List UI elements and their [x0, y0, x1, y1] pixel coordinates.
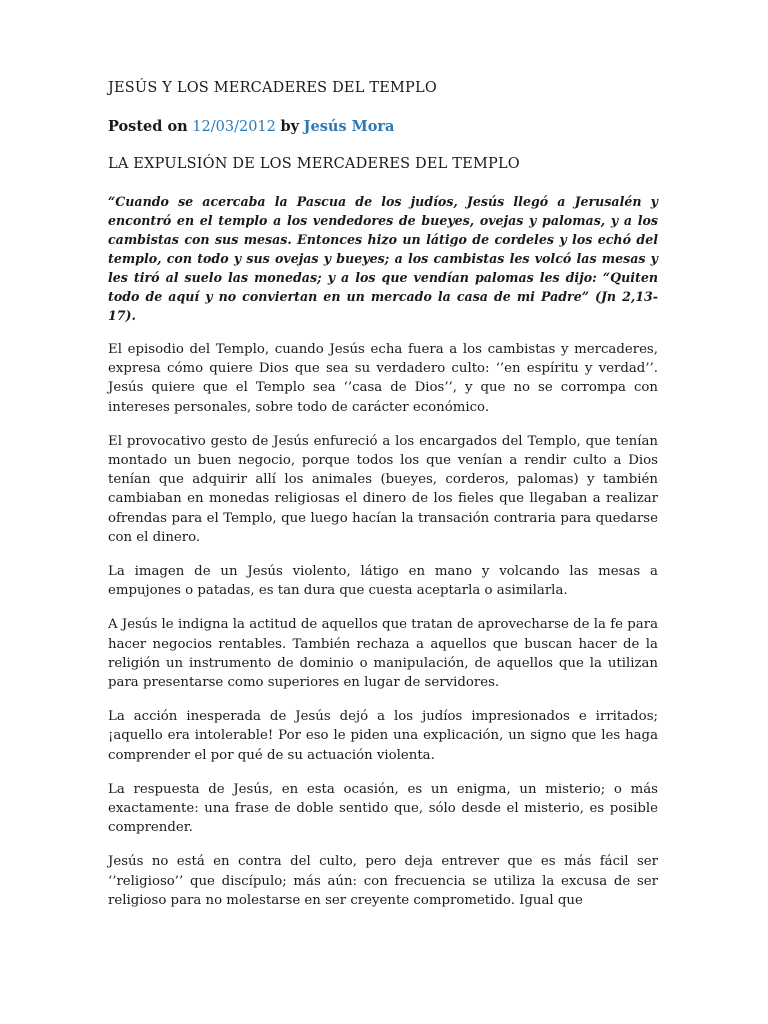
- document-title: JESÚS Y LOS MERCADERES DEL TEMPLO: [108, 80, 437, 96]
- body-paragraph: La acción inesperada de Jesús dejó a los judíos impresionados e irritados; ¡aquello era intolerable! Por eso le piden una explicación, un signo que les haga comprender el por qué de su actuación violenta.: [108, 709, 658, 763]
- body-paragraph: La imagen de un Jesús violento, látigo en mano y volcando las mesas a empujones o patadas, es tan dura que cuesta aceptarla o asimilarla.: [108, 564, 658, 599]
- author-link[interactable]: Jesús Mora: [303, 118, 395, 135]
- body-paragraph: El provocativo gesto de Jesús enfureció a los encargados del Templo, que tenían montado un buen negocio, porque todos los que venían a rendir culto a Dios tenían que adquirir allí los animales (bueyes, corderos, palomas) y también cambiaban en monedas religiosas el dinero de los fieles que llegaban a realizar ofrendas para el Templo, que luego hacían la transación contraria para quedarse con el dinero.: [108, 433, 658, 545]
- document-page: [108, 78, 658, 925]
- body-paragraph: A Jesús le indigna la actitud de aquellos que tratan de aprovecharse de la fe para hacer negocios rentables. También rechaza a aquellos que buscan hacer de la religión un instrumento de dominio o manipulación, de aquellos que la utilizan para presentarse como superiores en lugar de servidores.: [108, 617, 658, 691]
- by-label: by: [280, 118, 300, 135]
- body-paragraph: La respuesta de Jesús, en esta ocasión, es un enigma, un misterio; o más exactamente: una frase de doble sentido que, sólo desde el misterio, es posible comprender.: [108, 781, 658, 836]
- gospel-quote: “Cuando se acercaba la Pascua de los judíos, Jesús llegó a Jerusalén y encontró en el templo a los vendedores de bueyes, ovejas y palomas, y a los cambistas con sus mesas. Entonces hizo un látigo de cordeles y los echó del templo, con todo y sus ovejas y bueyes; a los cambistas les volcó las mesas y les tiró al suelo las monedas; y a los que vendían palomas les dijo: “Quiten todo de aquí y no conviertan en un mercado la casa de mi Padre” (Jn 2,13-17).: [108, 194, 658, 323]
- post-meta: [108, 117, 658, 137]
- post-date-link[interactable]: 12/03/2012: [192, 119, 276, 135]
- section-heading: LA EXPULSIÓN DE LOS MERCADERES DEL TEMPLO: [108, 156, 520, 172]
- body-paragraph: Jesús no está en contra del culto, pero deja entrever que es más fácil ser ‘’religioso’’ que discípulo; más aún: con frecuencia se utiliza la excusa de ser religioso para no molestarse en ser creyente comprometido. Igual que: [108, 854, 658, 908]
- posted-on-label: Posted on: [108, 118, 188, 135]
- body-paragraph: El episodio del Templo, cuando Jesús echa fuera a los cambistas y mercaderes, expresa cómo quiere Dios que sea su verdadero culto: ‘’en espíritu y verdad’’. Jesús quiere que el Templo sea ‘’casa de Dios’’, y que no se corrompa con intereses personales, sobre todo de carácter económico.: [108, 342, 658, 415]
